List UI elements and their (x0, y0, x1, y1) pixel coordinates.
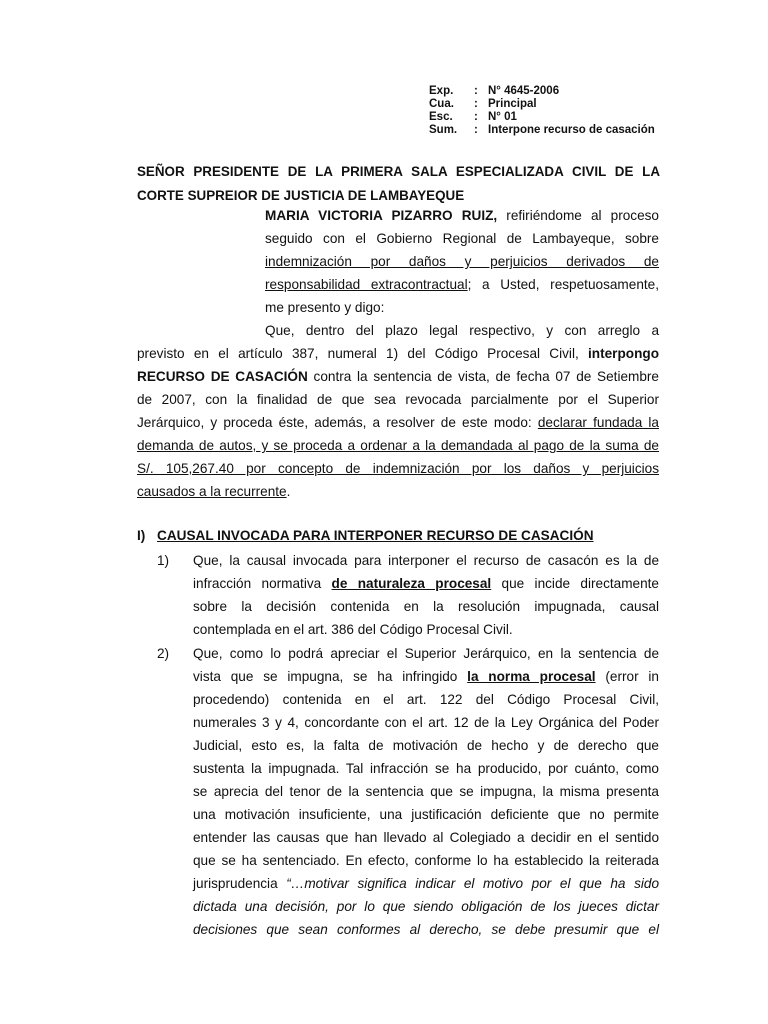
item-number: 1) (157, 553, 170, 568)
meta-colon: : (474, 85, 478, 97)
intro-line: me presento y digo: (265, 300, 385, 315)
body-bold: interpongo (588, 346, 659, 361)
item-line: Judicial, esto es, la falta de motivación de hecho y de derecho que (193, 738, 659, 753)
item-text: jurisprudencia (193, 876, 287, 891)
item-line: Que, la causal invocada para interponer el recurso de casacón es la de (193, 553, 659, 568)
meta-key: Sum. (429, 124, 458, 136)
intro-line: indemnización por daños y perjuicios derivados de (265, 254, 659, 269)
item-bold-underlined: la norma procesal (467, 669, 596, 684)
case-metadata (429, 85, 655, 137)
item-line: una motivación insuficiente, una justificación deficiente que no permite (193, 807, 659, 822)
body-line: Que, dentro del plazo legal respectivo, y con arreglo a (265, 323, 659, 338)
body-text: contra la sentencia de vista, de fecha 07 de Setiembre (307, 369, 659, 384)
intro-underlined: responsabilidad extracontractual (265, 277, 468, 292)
body-line (137, 368, 659, 386)
addressee-heading: SEÑOR PRESIDENTE DE LA PRIMERA SALA ESPECIALIZADA CIVIL DE LA CORTE SUPREIOR DE JUSTICIA DE LAMBAYEQUE (137, 164, 660, 203)
meta-value: Principal (488, 98, 537, 110)
meta-value: N° 4645-2006 (488, 85, 560, 97)
meta-row-esc (429, 111, 655, 124)
item-number: 2) (157, 646, 170, 661)
item-quote: “…motivar significa indicar el motivo por el que ha sido (286, 876, 660, 891)
item-line: dictada una decisión, por lo que siendo obligación de los jueces dictar (193, 899, 659, 914)
intro-text: ; a Usted, respetuosamente, (467, 277, 659, 292)
meta-value: Interpone recurso de casación (488, 124, 655, 136)
meta-colon: : (474, 98, 478, 110)
body-bold: RECURSO DE CASACIÓN (137, 369, 308, 384)
meta-colon: : (474, 124, 478, 136)
meta-key: Esc. (429, 111, 453, 123)
section-title: CAUSAL INVOCADA PARA INTERPONER RECURSO DE CASACIÓN (157, 528, 594, 543)
item-bold-underlined: de naturaleza procesal (331, 576, 492, 591)
intro-line (265, 276, 659, 294)
meta-key: Cua. (429, 98, 454, 110)
meta-value: N° 01 (488, 111, 517, 123)
petitioner-name: MARIA VICTORIA PIZARRO RUIZ, (265, 208, 498, 223)
item-line: se aprecia del tenor de la sentencia que se impugna, la misma presenta (193, 784, 659, 799)
body-line: demanda de autos, y se proceda a ordenar a la demandada al pago de la suma de (137, 438, 659, 453)
item-text: vista que se impugna, se ha infringido (193, 669, 468, 684)
body-underlined: declarar fundada la (537, 415, 659, 430)
body-text: . (286, 484, 291, 499)
item-line: Que, como lo podrá apreciar el Superior Jerárquico, en la sentencia de (193, 646, 659, 661)
meta-row-sum (429, 124, 655, 137)
item-line (193, 575, 659, 593)
item-line: numerales 3 y 4, concordante con el art. 12 de la Ley Orgánica del Poder (193, 715, 659, 730)
body-underlined: causados a la recurrente (137, 484, 287, 499)
item-line (193, 668, 659, 686)
item-text: (error in (595, 669, 659, 684)
meta-key: Exp. (429, 85, 454, 97)
item-line: sustenta la impugnada. Tal infracción se ha producido, por cuánto, como (193, 761, 659, 776)
item-line: entender las causas que han llevado al Colegiado a decidir en el sentido (193, 830, 659, 845)
intro-line: seguido con el Gobierno Regional de Lambayeque, sobre (265, 231, 659, 246)
item-line: decisiones que sean conformes al derecho, se debe presumir que el (193, 922, 659, 937)
body-line (137, 483, 290, 501)
meta-row-cua (429, 98, 655, 111)
item-text: que incide directamente (491, 576, 659, 591)
item-line: procedendo) contenida en el art. 122 del Código Procesal Civil, (193, 692, 659, 707)
meta-colon: : (474, 111, 478, 123)
item-line (193, 875, 659, 893)
body-line (137, 345, 659, 363)
body-text: previsto en el artículo 387, numeral 1) del Código Procesal Civil, (137, 346, 589, 361)
item-line: contemplada en el art. 386 del Código Procesal Civil. (193, 622, 513, 637)
section-number: I) (137, 528, 146, 543)
body-line: de 2007, con la finalidad de que sea revocada parcialmente por el Superior (137, 392, 659, 407)
intro-line (265, 207, 659, 225)
intro-text: refiriéndome al proceso (497, 208, 659, 223)
body-line: S/. 105,267.40 por concepto de indemnización por los daños y perjuicios (137, 461, 659, 476)
meta-row-exp (429, 85, 655, 98)
body-text: Jerárquico, y proceda éste, además, a resolver de este modo: (137, 415, 538, 430)
item-text: infracción normativa (193, 576, 332, 591)
body-line (137, 414, 659, 432)
item-line: que se ha sentenciado. En efecto, conforme lo ha establecido la reiterada (193, 853, 659, 868)
item-line: sobre la decisión contenida en la resolución impugnada, causal (193, 599, 659, 614)
